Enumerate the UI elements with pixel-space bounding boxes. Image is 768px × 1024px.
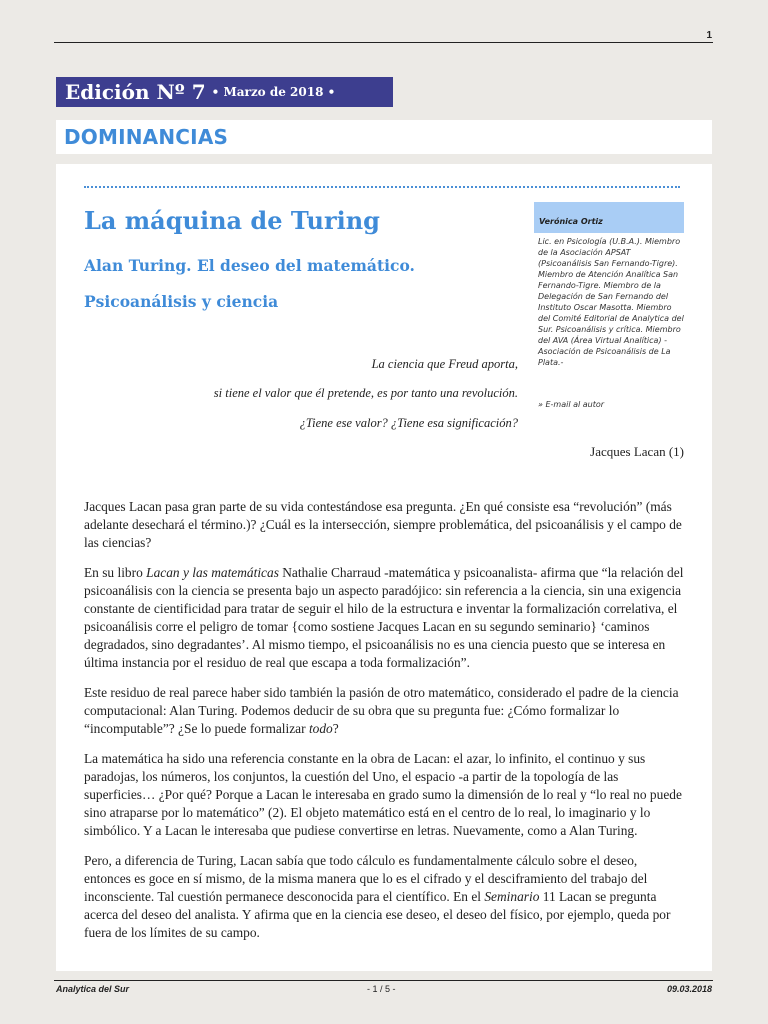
epigraph-line: ¿Tiene ese valor? ¿Tiene esa significación?	[299, 416, 518, 430]
footer-rule	[54, 980, 713, 981]
paragraph: La matemática ha sido una referencia constante en la obra de Lacan: el azar, lo infinito, el continuo y sus paradojas, los números, los conjuntos, la cuestión del Uno, el espacio -a partir de la topología de las superficies… ¿Por qué? Porque a Lacan le interesaba en grado sumo la dimensión de lo real y “lo real no puede sino atraparse por lo matemático” (2). El objeto matemático está en el centro de lo real, lo imaginario y lo simbólico. Y a Lacan le interesaba que pudiese convertirse en letras. Nuevamente, como a Alan Turing.	[84, 751, 682, 838]
epigraph-line: si tiene el valor que él pretende, es por tanto una revolución.	[213, 386, 518, 400]
article-card	[56, 164, 712, 971]
edition-banner	[56, 77, 393, 107]
book-title: Lacan y las matemáticas	[146, 565, 279, 580]
section-bar	[56, 120, 712, 154]
edition-date: • Marzo de 2018 •	[211, 85, 336, 99]
paragraph: En su libro Lacan y las matemáticas Nathalie Charraud -matemática y psicoanalista- afirma que “la relación del psicoanálisis con la ciencia se presenta bajo un aspecto paradójico: sin referencia a la ciencia, sin una exigencia constante de cientificidad para tratar de seguir el hilo de la estructura e inventar la formalización correlativa, el psicoanálisis corre el peligro de tomar {como sostiene Jacques Lacan en su segundo seminario} ‘caminos degradados, sino degradantes’. Al mismo tiempo, el psicoanálisis no es una ciencia puesto que se interesa en última instancia por el residuo de real que escapa a toda formalización”.	[84, 565, 684, 670]
footer-date: 09.03.2018	[666, 984, 712, 994]
edition-label: Edición Nº 7	[65, 80, 206, 104]
paragraph: Pero, a diferencia de Turing, Lacan sabía que todo cálculo es fundamentalmente cálculo sobre el deseo, entonces es goce en sí mismo, de la misma manera que lo es el cifrado y el desciframiento del trabajo del inconsciente. Tal cuestión permanece desconocida para el científico. En el Seminario 11 Lacan se pregunta acerca del deseo del analista. Y afirma que en la ciencia ese deseo, el deseo del físico, por ejemplo, queda por fuera de los límites de su campo.	[84, 853, 671, 940]
author-bio: Lic. en Psicología (U.B.A.). Miembro de la Asociación APSAT (Psicoanálisis San Fernando-Tigre). Miembro de Atención Analítica San Fernando-Tigre. Miembro de la Delegación de San Fernando del Instituto Oscar Masotta. Miembro del Comité Editorial de Analytica del Sur. Psicoanálisis y crítica. Miembro del AVA (Área Virtual Analítica) -Asociación de Psicoanálisis de La Plata.-	[538, 237, 684, 367]
article-title: La máquina de Turing	[84, 206, 380, 235]
article-subtitle: Alan Turing. El deseo del matemático.	[84, 256, 415, 275]
article-body	[84, 498, 684, 954]
author-name-box	[534, 202, 684, 233]
epigraph-attribution: Jacques Lacan (1)	[590, 444, 684, 459]
paragraph: Jacques Lacan pasa gran parte de su vida contestándose esa pregunta. ¿En qué consiste esa “revolución” (más adelante desechará el término.)? ¿Cuál es la intersección, siempre problemática, del psicoanálisis y el campo de las ciencias?	[84, 499, 682, 550]
emphasis: todo	[308, 721, 333, 736]
footer-page-count: - 1 / 5 -	[367, 984, 396, 994]
footer-publication: Analytica del Sur	[56, 984, 130, 994]
emphasis: Seminario	[484, 889, 540, 904]
author-email-link[interactable]: » E-mail al autor	[538, 400, 605, 409]
author-name: Verónica Ortiz	[539, 217, 603, 226]
top-rule	[54, 42, 713, 43]
paragraph: Este residuo de real parece haber sido también la pasión de otro matemático, considerado el padre de la ciencia computacional: Alan Turing. Podemos deducir de su obra que su pregunta fue: ¿Cómo formalizar lo “incomputable”? ¿Se lo puede formalizar todo?	[84, 685, 679, 736]
section-title: DOMINANCIAS	[64, 125, 229, 149]
article-subtitle-2: Psicoanálisis y ciencia	[84, 292, 279, 311]
dotted-divider	[84, 186, 680, 188]
page-number: 1	[706, 30, 712, 41]
epigraph-line: La ciencia que Freud aporta,	[371, 357, 518, 371]
